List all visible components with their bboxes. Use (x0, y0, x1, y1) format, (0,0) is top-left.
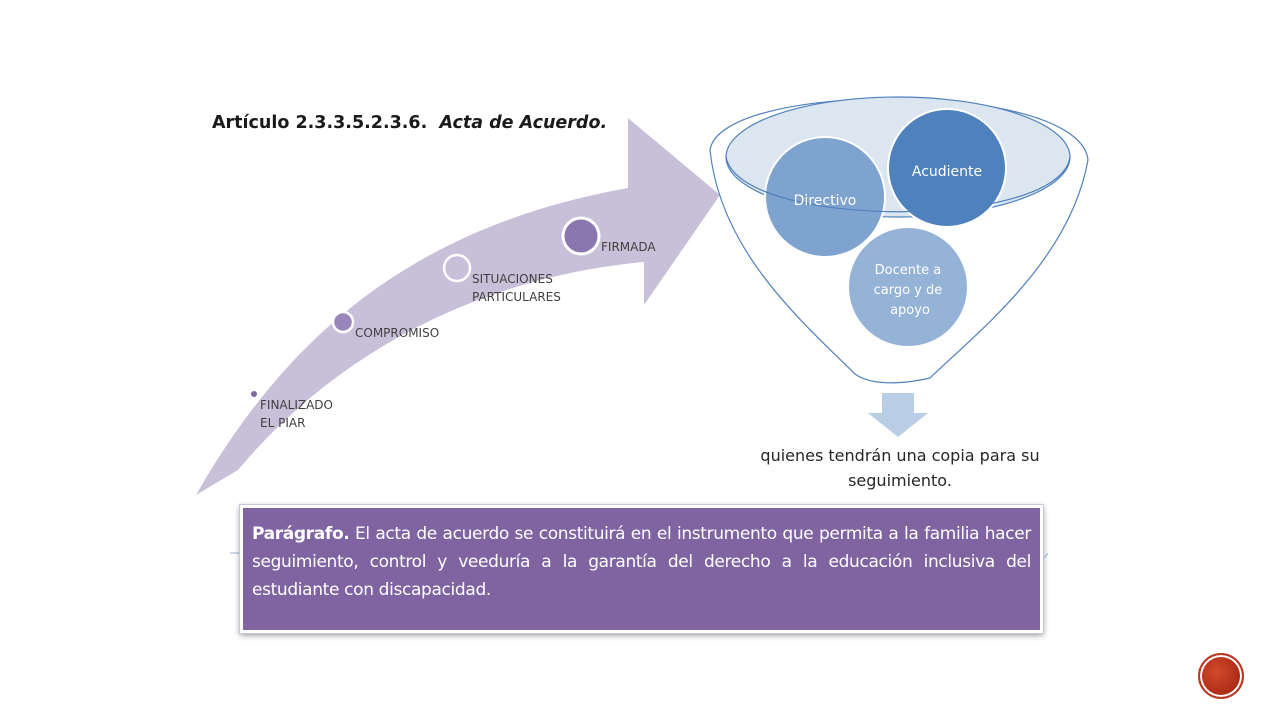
participant-label-acudiente: Acudiente (911, 164, 983, 180)
paragraph-body: El acta de acuerdo se constituirá en el instrumento que permita a la familia hacer seguimiento, control y veeduría a la garantía del derecho a la educación inclusiva del estudiante con discapacidad. (252, 524, 1031, 600)
title-article-number: Artículo 2.3.3.5.2.3.6. (212, 113, 428, 133)
process-arrow (196, 118, 720, 495)
step-marker-finalizado (250, 390, 258, 398)
logo-emblem (1198, 653, 1244, 699)
step-label-firmada: FIRMADA (601, 240, 656, 254)
step-marker-compromiso (333, 312, 353, 332)
paragraph-text (252, 520, 1031, 604)
step-label-finalizado: FINALIZADO EL PIAR (260, 398, 333, 430)
funnel-down-arrow (868, 393, 928, 437)
participant-label-docente: Docente a cargo y de apoyo (873, 263, 943, 318)
step-marker-situaciones (444, 255, 470, 281)
title-act-name: Acta de Acuerdo. (439, 113, 608, 133)
step-label-situaciones: SITUACIONES PARTICULARES (472, 272, 561, 304)
step-marker-firmada (563, 218, 599, 254)
funnel-result-text: quienes tendrán una copia para su seguimiento. (760, 446, 1040, 490)
slide-title (212, 113, 607, 133)
paragraph-lead: Parágrafo. (252, 524, 350, 544)
step-label-compromiso: COMPROMISO (355, 326, 440, 340)
paragraph-box (240, 505, 1043, 633)
participant-label-directivo: Directivo (793, 193, 857, 209)
